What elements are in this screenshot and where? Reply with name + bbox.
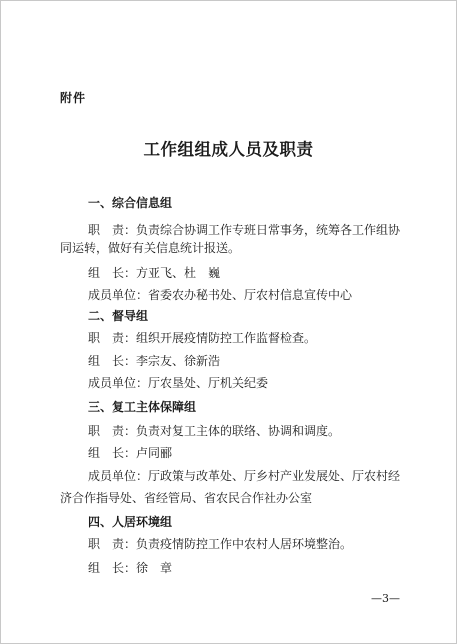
section-leader-general-info: 组 长：方亚飞、杜 巍 bbox=[88, 266, 221, 280]
section-heading-living-environment: 四、人居环境组 bbox=[88, 515, 173, 529]
section-leader-resumption: 组 长：卢同郦 bbox=[88, 446, 173, 460]
section-heading-general-info: 一、综合信息组 bbox=[88, 196, 173, 210]
section-duty-general-info: 职 责：负责综合协调工作专班日常事务，统筹各工作组协 bbox=[88, 223, 401, 237]
section-members-supervision: 成员单位：厅农垦处、厅机关纪委 bbox=[88, 376, 269, 390]
section-duty-supervision: 职 责：组织开展疫情防控工作监督检查。 bbox=[88, 331, 317, 345]
annex-label: 附件 bbox=[60, 91, 87, 105]
section-duty-general-info-cont: 同运转，做好有关信息统计报送。 bbox=[60, 241, 241, 255]
section-members-resumption: 成员单位：厅政策与改革处、厅乡村产业发展处、厅农村经 bbox=[88, 469, 401, 483]
section-heading-supervision: 二、督导组 bbox=[88, 309, 149, 323]
section-leader-living-environment: 组 长：徐 章 bbox=[88, 561, 173, 575]
section-members-general-info: 成员单位：省委农办秘书处、厅农村信息宣传中心 bbox=[88, 288, 353, 302]
section-heading-resumption: 三、复工主体保障组 bbox=[88, 400, 197, 414]
page-number: —3— bbox=[371, 592, 400, 605]
section-leader-supervision: 组 长：李宗友、徐新浩 bbox=[88, 354, 221, 368]
document-title: 工作组组成人员及职责 bbox=[143, 140, 314, 159]
section-members-resumption-cont: 济合作指导处、省经管局、省农民合作社办公室 bbox=[60, 491, 313, 505]
section-duty-living-environment: 职 责：负责疫情防控工作中农村人居环境整治。 bbox=[88, 537, 353, 551]
section-duty-resumption: 职 责：负责对复工主体的联络、协调和调度。 bbox=[88, 424, 341, 438]
